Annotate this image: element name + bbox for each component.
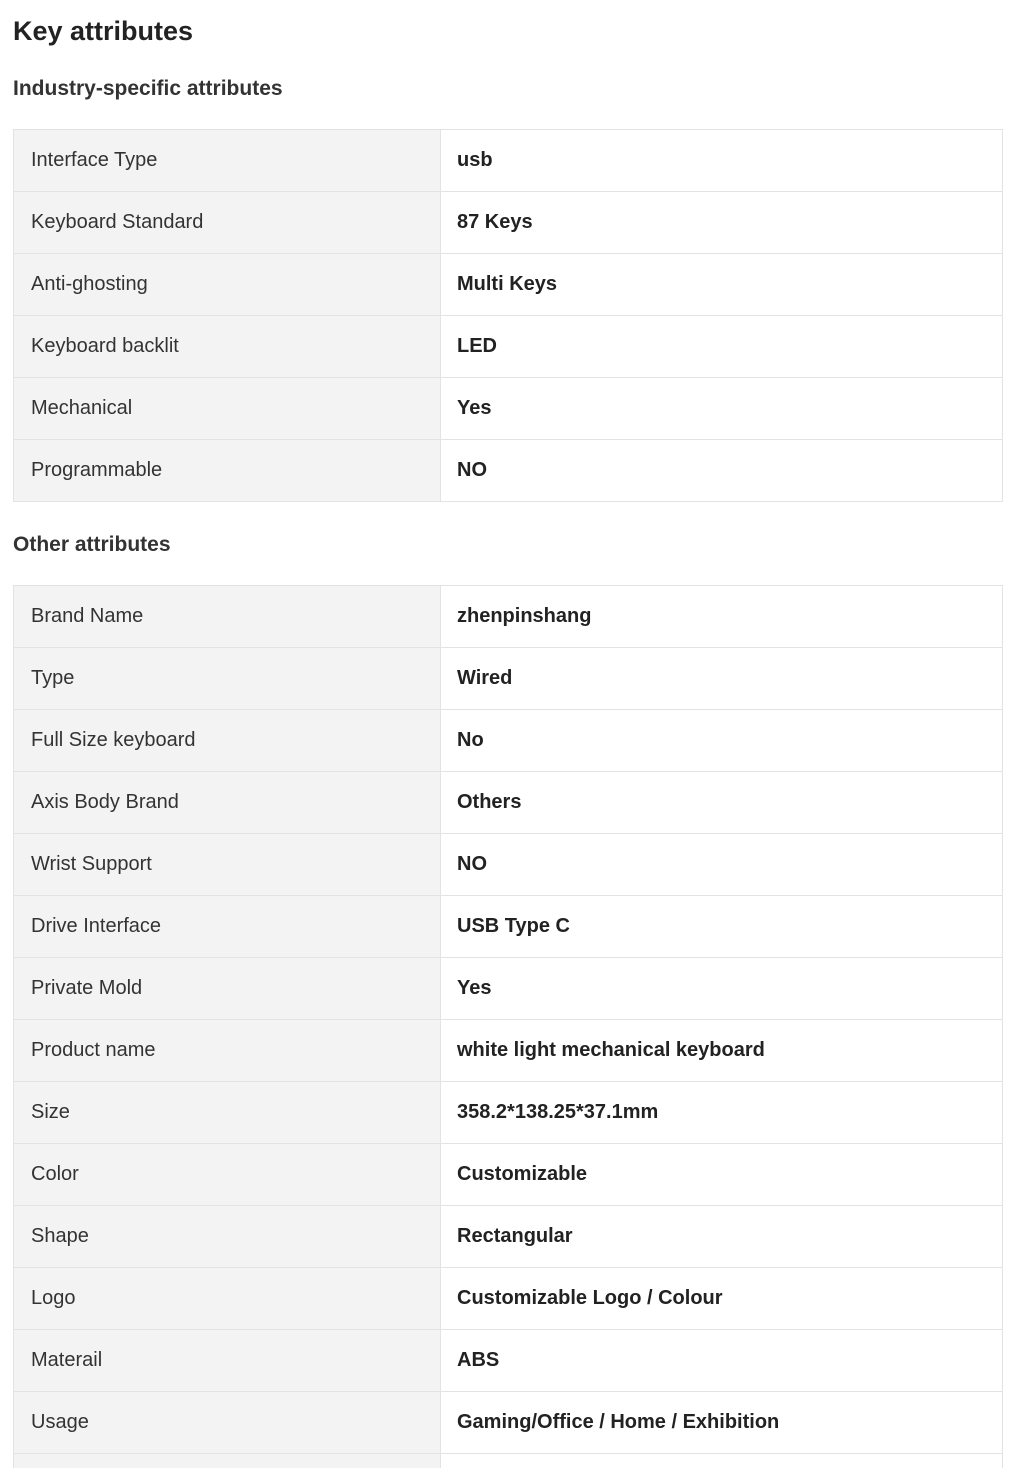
table-row	[14, 192, 1003, 254]
table-row	[14, 586, 1003, 648]
table-row	[14, 1454, 1003, 1468]
attribute-value: 87 Keys	[441, 192, 1003, 254]
attribute-key: Brand Name	[14, 586, 441, 648]
table-row	[14, 710, 1003, 772]
table-row	[14, 130, 1003, 192]
attribute-key: Mechanical	[14, 378, 441, 440]
attribute-value: Yes	[441, 378, 1003, 440]
attribute-key: Anti-ghosting	[14, 254, 441, 316]
table-row	[14, 378, 1003, 440]
table-row	[14, 896, 1003, 958]
attribute-key: Keyboard Standard	[14, 192, 441, 254]
attribute-value: Multi Keys	[441, 254, 1003, 316]
table-row	[14, 440, 1003, 502]
attribute-value: NO	[441, 440, 1003, 502]
attribute-key: Logo	[14, 1268, 441, 1330]
table-row	[14, 958, 1003, 1020]
attribute-value: Customizable	[441, 1144, 1003, 1206]
attribute-key: Interface Type	[14, 130, 441, 192]
attribute-value: white light mechanical keyboard	[441, 1020, 1003, 1082]
section-title-other: Other attributes	[13, 533, 171, 556]
table-row	[14, 1082, 1003, 1144]
table-row	[14, 772, 1003, 834]
table-row	[14, 316, 1003, 378]
table-row	[14, 1330, 1003, 1392]
attribute-value: USB Type C	[441, 896, 1003, 958]
attribute-key: Materail	[14, 1330, 441, 1392]
table-row	[14, 1392, 1003, 1454]
attribute-value: Gaming/Office / Home / Exhibition	[441, 1392, 1003, 1454]
attribute-key: Drive Interface	[14, 896, 441, 958]
attribute-value: LED	[441, 316, 1003, 378]
table-row	[14, 1144, 1003, 1206]
industry-attributes-table	[13, 129, 1003, 502]
attribute-key: Shape	[14, 1206, 441, 1268]
attribute-value: Customizable Logo / Colour	[441, 1268, 1003, 1330]
attribute-key	[14, 1454, 441, 1468]
attribute-value: 358.2*138.25*37.1mm	[441, 1082, 1003, 1144]
attribute-value: Rectangular	[441, 1206, 1003, 1268]
attribute-value: Yes	[441, 958, 1003, 1020]
table-row	[14, 254, 1003, 316]
attribute-value: usb	[441, 130, 1003, 192]
attribute-key: Product name	[14, 1020, 441, 1082]
attribute-key: Full Size keyboard	[14, 710, 441, 772]
attribute-value: Wired	[441, 648, 1003, 710]
attribute-value: zhenpinshang	[441, 586, 1003, 648]
section-title-industry: Industry-specific attributes	[13, 77, 283, 100]
attribute-value: ABS	[441, 1330, 1003, 1392]
attribute-value: NO	[441, 834, 1003, 896]
attribute-key: Color	[14, 1144, 441, 1206]
attribute-value: Others	[441, 772, 1003, 834]
attribute-key: Keyboard backlit	[14, 316, 441, 378]
attribute-key: Private Mold	[14, 958, 441, 1020]
attribute-value: No	[441, 710, 1003, 772]
attribute-key: Type	[14, 648, 441, 710]
table-row	[14, 834, 1003, 896]
attribute-key: Usage	[14, 1392, 441, 1454]
table-row	[14, 1206, 1003, 1268]
other-attributes-table	[13, 585, 1003, 1468]
table-row	[14, 648, 1003, 710]
attribute-key: Programmable	[14, 440, 441, 502]
attribute-key: Size	[14, 1082, 441, 1144]
page-title: Key attributes	[13, 16, 194, 46]
table-row	[14, 1020, 1003, 1082]
table-row	[14, 1268, 1003, 1330]
attribute-key: Wrist Support	[14, 834, 441, 896]
attribute-value	[441, 1454, 1003, 1468]
attribute-key: Axis Body Brand	[14, 772, 441, 834]
